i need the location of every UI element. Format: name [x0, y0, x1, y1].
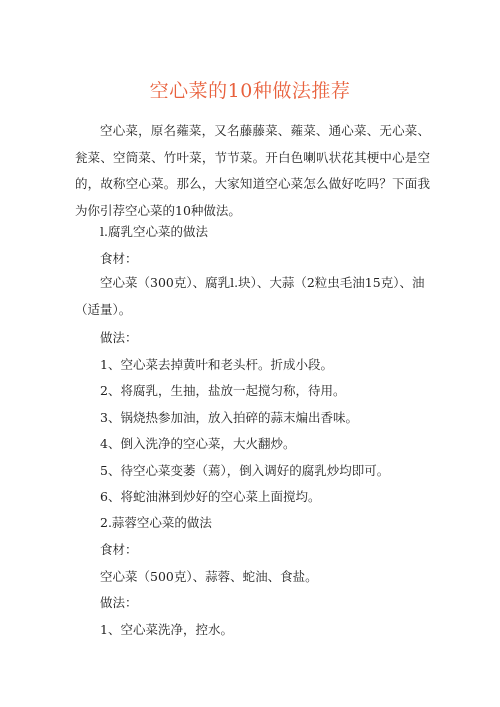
section1-method-label: 做法：	[100, 330, 138, 345]
section2-step: 1、空心菜洗净，控水。	[100, 622, 233, 637]
page-title: 空心菜的10种做法推荐	[149, 80, 351, 102]
section1-step: 6、将蛇油淋到炒好的空心菜上面搅均。	[100, 489, 321, 504]
section1-ingredients-label: 食材：	[100, 251, 138, 266]
section2-ingredients-label: 食材：	[100, 542, 138, 557]
section1-step: 1、空心菜去掉黄叶和老头杆。折成小段。	[100, 357, 333, 372]
section1-step: 2、将腐乳，生抽，盐放一起搅匀称，待用。	[100, 383, 346, 398]
intro-paragraph: 空心菜，原名蕹菜，又名藤藤菜、蕹菜、通心菜、无心菜、瓮菜、空筒菜、竹叶菜，节节菜。开白色喇叭状花其梗中心是空的，故称空心菜。那么，大家知道空心菜怎么做好吃吗？下面我为你引荐空心菜的10种做法。	[75, 123, 430, 218]
section1-step: 3、锅烧热参加油，放入拍碎的蒜末煸出香味。	[100, 410, 358, 425]
section1-heading: l.腐乳空心菜的做法	[100, 224, 208, 239]
section1-step: 4、倒入洗净的空心菜，大火翻炒。	[100, 436, 296, 451]
section2-method-label: 做法：	[100, 595, 138, 610]
section1-step: 5、待空心菜变萎（蔫），倒入调好的腐乳炒均即可。	[100, 463, 390, 478]
section1-ingredients: 空心菜（300克）、腐乳l.块）、大蒜（2粒虫毛油15克）、油（适量）。	[75, 275, 425, 317]
section2-ingredients: 空心菜（500克）、蒜蓉、蛇油、食盐。	[100, 569, 318, 584]
section2-heading: 2.蒜蓉空心菜的做法	[100, 515, 212, 530]
